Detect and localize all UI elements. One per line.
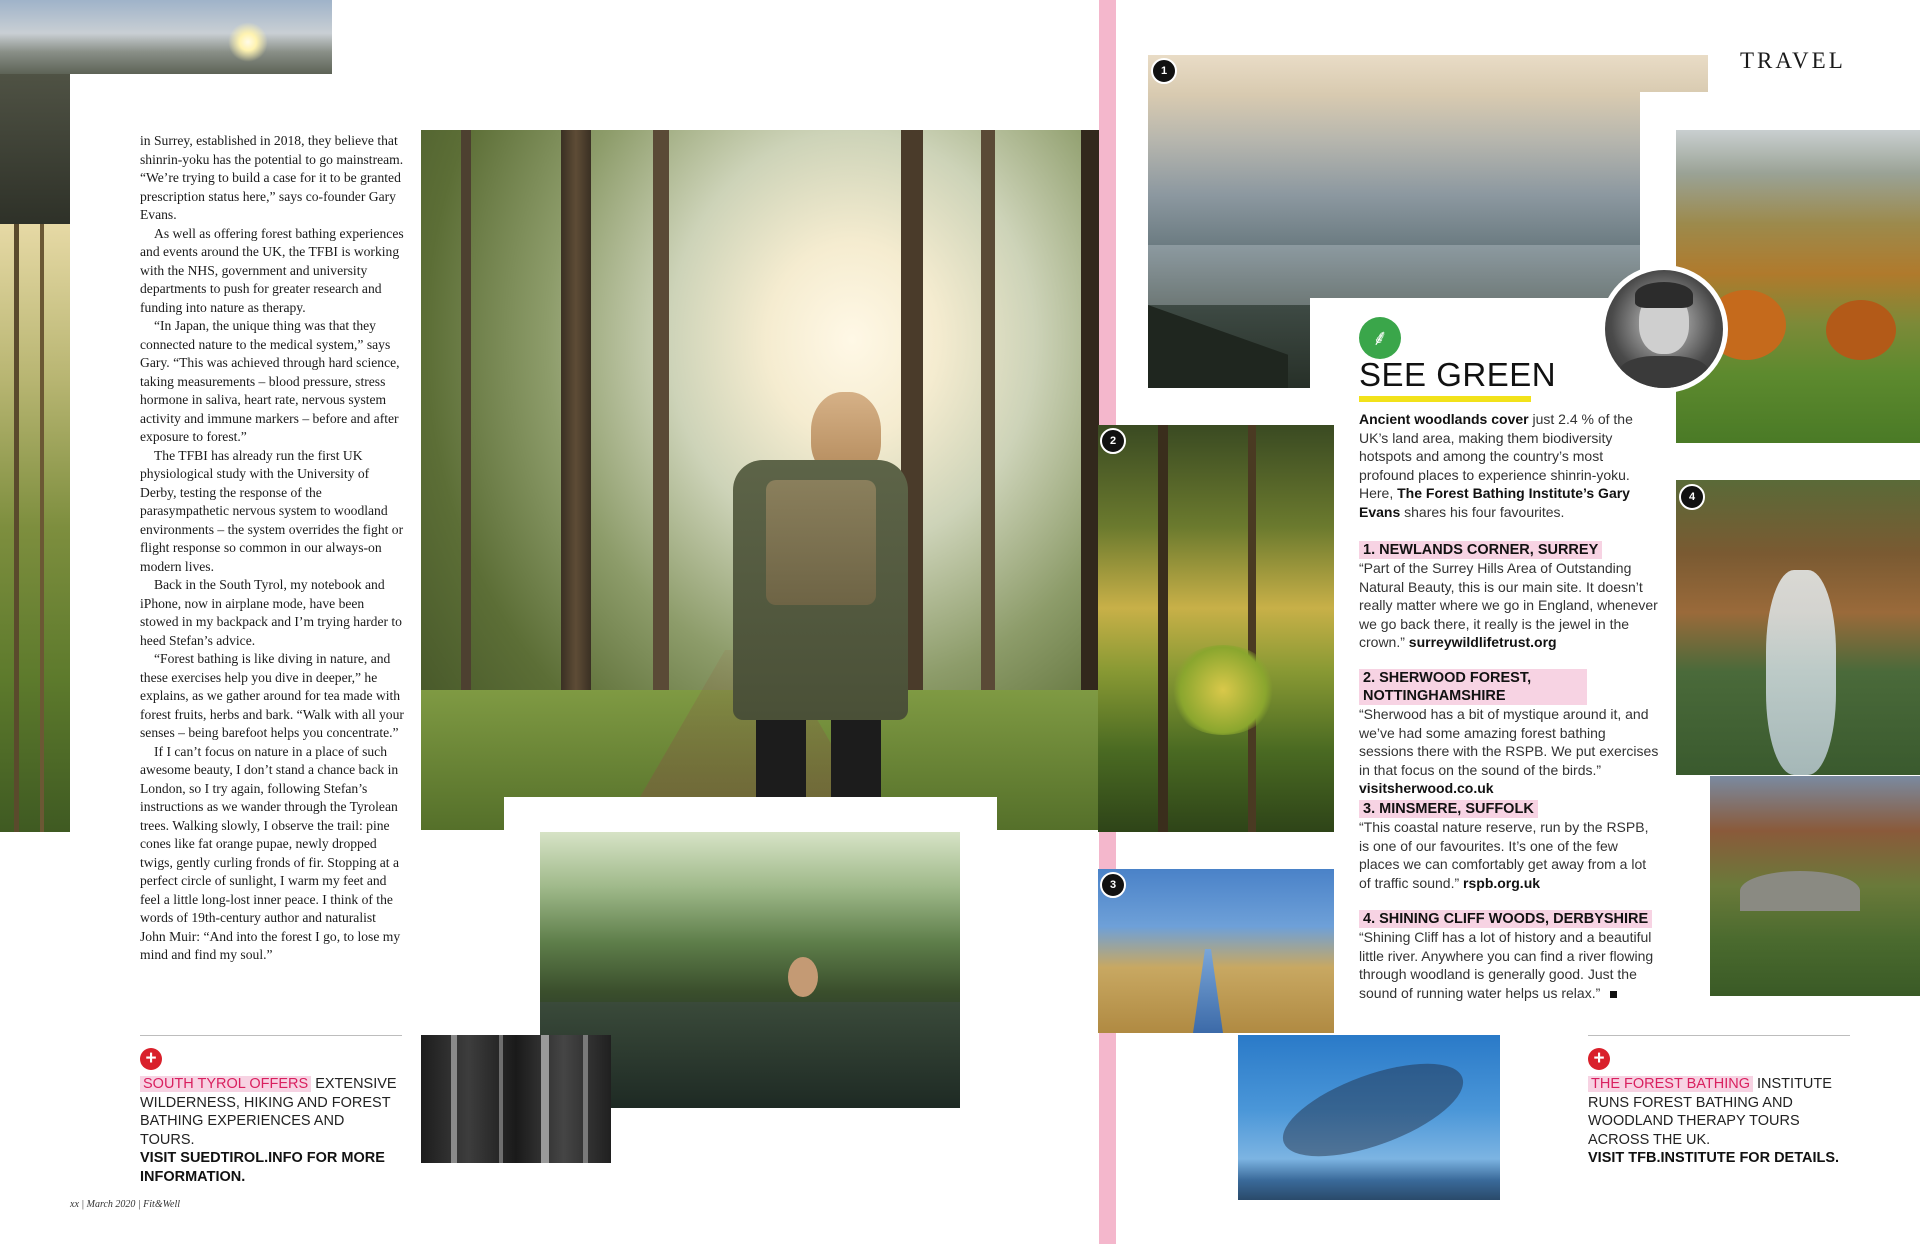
left-edge-forest-photo bbox=[0, 224, 70, 832]
sidebar-item-heading: 1. NEWLANDS CORNER, SURREY bbox=[1359, 541, 1602, 559]
article-paragraph: in Surrey, established in 2018, they believe that shinrin-yoku has the potential to go mainstream. “We’re trying to build a case for it to be granted prescription status here,” says co-founder Gary Evans. bbox=[140, 133, 404, 222]
intro-bold-2: The Forest Bathing Institute’s Gary Evans bbox=[1359, 485, 1630, 520]
title-underline bbox=[1359, 396, 1531, 402]
photo-number-badge: 3 bbox=[1100, 872, 1126, 898]
gary-evans-portrait bbox=[1600, 265, 1728, 393]
article-paragraph: The TFBI has already run the first UK physiological study with the University of Derby, testing the response of the parasympathetic nervous system to woodland environments – the system overrides the fight or flight response so common in our always-on modern lives. bbox=[140, 447, 404, 574]
article-body bbox=[140, 132, 405, 965]
sidebar-item-text: “Shining Cliff has a lot of history and a beautiful little river. Anywhere you can find a river flowing through woodland is generally good. Just the sound of running water helps us relax.” bbox=[1359, 929, 1654, 1001]
intro-text: just 2.4 % of the UK’s land area, making them biodiversity hotspots and among the country’s most profound places to experience shinrin-yoku. Here, bbox=[1359, 411, 1633, 501]
sidebar-list-item bbox=[1359, 799, 1659, 892]
starling-murmuration-photo bbox=[1238, 1035, 1500, 1200]
article-paragraph: “Forest bathing is like diving in nature, and these exercises help you dive in deeper,” he explains, as we gather around for tea made with forest fruits, herbs and bark. “Walk with all your senses – being barefoot helps you concentrate.” bbox=[140, 651, 404, 740]
right-box-text: INSTITUTE RUNS FOREST BATHING AND WOODLAND THERAPY TOURS ACROSS THE UK. bbox=[1588, 1076, 1832, 1148]
minsmere-reeds-photo bbox=[1098, 869, 1334, 1033]
article-paragraph: Back in the South Tyrol, my notebook and iPhone, now in airplane mode, have been stowed in my backpack and I’m trying harder to heed Stefan’s advice. bbox=[140, 577, 402, 648]
right-info-box bbox=[1588, 1075, 1850, 1168]
left-info-box bbox=[140, 1075, 402, 1186]
sidebar-list-item bbox=[1359, 909, 1659, 1002]
sidebar-item-heading: 2. SHERWOOD FOREST, NOTTINGHAMSHIRE bbox=[1359, 669, 1587, 705]
tree-icon: ⸙ bbox=[1359, 317, 1401, 359]
left-box-highlight: SOUTH TYROL OFFERS bbox=[140, 1076, 311, 1092]
sidebar-list-item bbox=[1359, 540, 1659, 652]
right-box-cta: VISIT TFB.INSTITUTE FOR DETAILS. bbox=[1588, 1150, 1840, 1166]
sidebar-item-site: surreywildlifetrust.org bbox=[1408, 634, 1557, 650]
photo-number-badge: 1 bbox=[1151, 58, 1177, 84]
sherwood-forest-photo bbox=[1098, 425, 1334, 832]
sidebar-item-text: “Part of the Surrey Hills Area of Outstanding Natural Beauty, this is our main site. It doesn’t really matter where we go in England, whenever we go back there, it really is the jewel in the crown.” bbox=[1359, 560, 1658, 650]
sidebar-item-site: visitsherwood.co.uk bbox=[1359, 780, 1494, 796]
sidebar-intro bbox=[1359, 410, 1659, 521]
photo-number-badge: 4 bbox=[1679, 484, 1705, 510]
intro-end: shares his four favourites. bbox=[1404, 503, 1565, 520]
end-mark bbox=[1610, 991, 1617, 998]
sidebar-item-text: “This coastal nature reserve, run by the RSPB, is one of our favourites. It’s one of the few places we can comfortably get away from a lot of traffic sound.” bbox=[1359, 819, 1649, 891]
article-paragraph: If I can’t focus on nature in a place of such awesome beauty, I don’t stand a chance back in London, so I try again, following Stefan’s instructions as we wander through the Tyrolean trees. Walking slowly, I observe the trail: pine cones like fat orange pupae, newly dropped twigs, gently curling fronds of fir. Stopping at a perfect circle of sunlight, I warm my feet and feel a little long-lost inner peace. I think of the words of 19th-century author and naturalist John Muir: “And into the forest I go, to lose my mind and find my soul.” bbox=[140, 743, 401, 962]
intro-bold: Ancient woodlands cover bbox=[1359, 411, 1529, 427]
plus-icon: + bbox=[140, 1048, 162, 1070]
shining-cliff-woods-photo bbox=[1676, 480, 1920, 775]
white-panel bbox=[504, 797, 997, 830]
folio: xx | March 2020 | Fit&Well bbox=[70, 1199, 181, 1210]
left-box-cta: VISIT SUEDTIROL.INFO FOR MORE INFORMATION. bbox=[140, 1150, 385, 1185]
sidebar-item-text: “Sherwood has a bit of mystique around it, and we’ve had some amazing forest bathing sessions there with the RSPB. We put exercises in that focus on the sound of the birds.” bbox=[1359, 706, 1659, 778]
photo-number-badge: 2 bbox=[1100, 428, 1126, 454]
sidebar-item-site: rspb.org.uk bbox=[1463, 874, 1541, 891]
article-paragraph: As well as offering forest bathing experiences and events around the UK, the TFBI is working with the NHS, government and university departments to push for greater research and funding into nature as therapy. bbox=[140, 225, 404, 315]
sidebar-item-heading: 4. SHINING CLIFF WOODS, DERBYSHIRE bbox=[1359, 910, 1652, 928]
sidebar-list-item bbox=[1359, 669, 1659, 798]
sidebar-item-heading: 3. MINSMERE, SUFFOLK bbox=[1359, 800, 1538, 818]
section-label: TRAVEL bbox=[1740, 48, 1846, 73]
right-box-highlight: THE FOREST BATHING bbox=[1588, 1076, 1753, 1092]
right-box-rule bbox=[1588, 1035, 1850, 1036]
left-box-text: EXTENSIVE WILDERNESS, HIKING AND FOREST BATHING EXPERIENCES AND TOURS. bbox=[140, 1076, 397, 1148]
sidebar-title: SEE GREEN bbox=[1359, 356, 1557, 393]
stone-bridge-river-photo bbox=[1710, 776, 1920, 996]
left-box-rule bbox=[140, 1035, 402, 1036]
plus-icon: + bbox=[1588, 1048, 1610, 1070]
bw-forest-photo bbox=[421, 1035, 611, 1163]
woman-in-forest-photo bbox=[421, 130, 1116, 830]
left-edge-forest-top bbox=[0, 74, 70, 224]
sunrise-mountain-photo bbox=[0, 0, 332, 74]
article-paragraph: “In Japan, the unique thing was that they connected nature to the medical system,” says Gary. “This was achieved through hard science, taking measurements – blood pressure, stress hormone in saliva, heart rate, nervous system activity and immune markers – before and after exposure to forest.” bbox=[140, 318, 400, 444]
